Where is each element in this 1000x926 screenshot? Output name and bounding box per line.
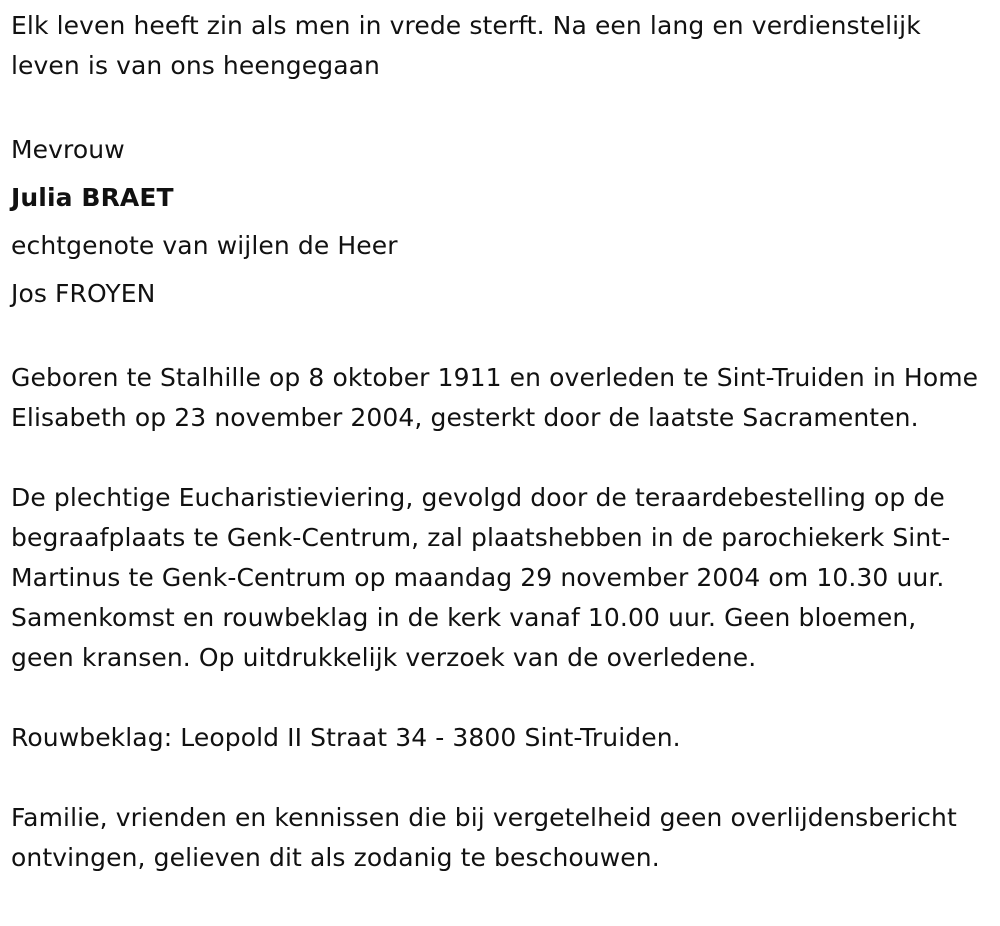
spacer — [11, 86, 986, 126]
spacer — [11, 318, 986, 358]
intro-text: Elk leven heeft zin als men in vrede sterft. Na een lang en verdienstelijk leven is van ons heengegaan — [11, 11, 921, 80]
death-notice — [11, 6, 986, 878]
honorific: Mevrouw — [11, 135, 125, 164]
spacer — [11, 438, 986, 478]
spacer — [11, 678, 986, 718]
spacer — [11, 758, 986, 798]
ceremony-text: De plechtige Eucharistieviering, gevolgd door de teraardebestelling op de begraafplaats te Genk-Centrum, zal plaatshebben in de parochiekerk Sint-Martinus te Genk-Centrum op maandag 29 november 2004 om 10.30 uur. Samenkomst en rouwbeklag in de kerk vanaf 10.00 uur. Geen bloemen, geen kransen. Op uitdrukkelijk verzoek van de overledene. — [11, 483, 951, 672]
birth-death-text: Geboren te Stalhille op 8 oktober 1911 en overleden te Sint-Truiden in Home Elisabeth op 23 november 2004, gesterkt door de laatste Sacramenten. — [11, 363, 979, 432]
condolence-address: Rouwbeklag: Leopold II Straat 34 - 3800 Sint-Truiden. — [11, 723, 681, 752]
relation-text: echtgenote van wijlen de Heer — [11, 231, 398, 260]
deceased-name: Julia BRAET — [11, 183, 174, 212]
spouse-name: Jos FROYEN — [11, 279, 156, 308]
closing-text: Familie, vrienden en kennissen die bij vergetelheid geen overlijdensbericht ontvingen, gelieven dit als zodanig te beschouwen. — [11, 803, 957, 872]
